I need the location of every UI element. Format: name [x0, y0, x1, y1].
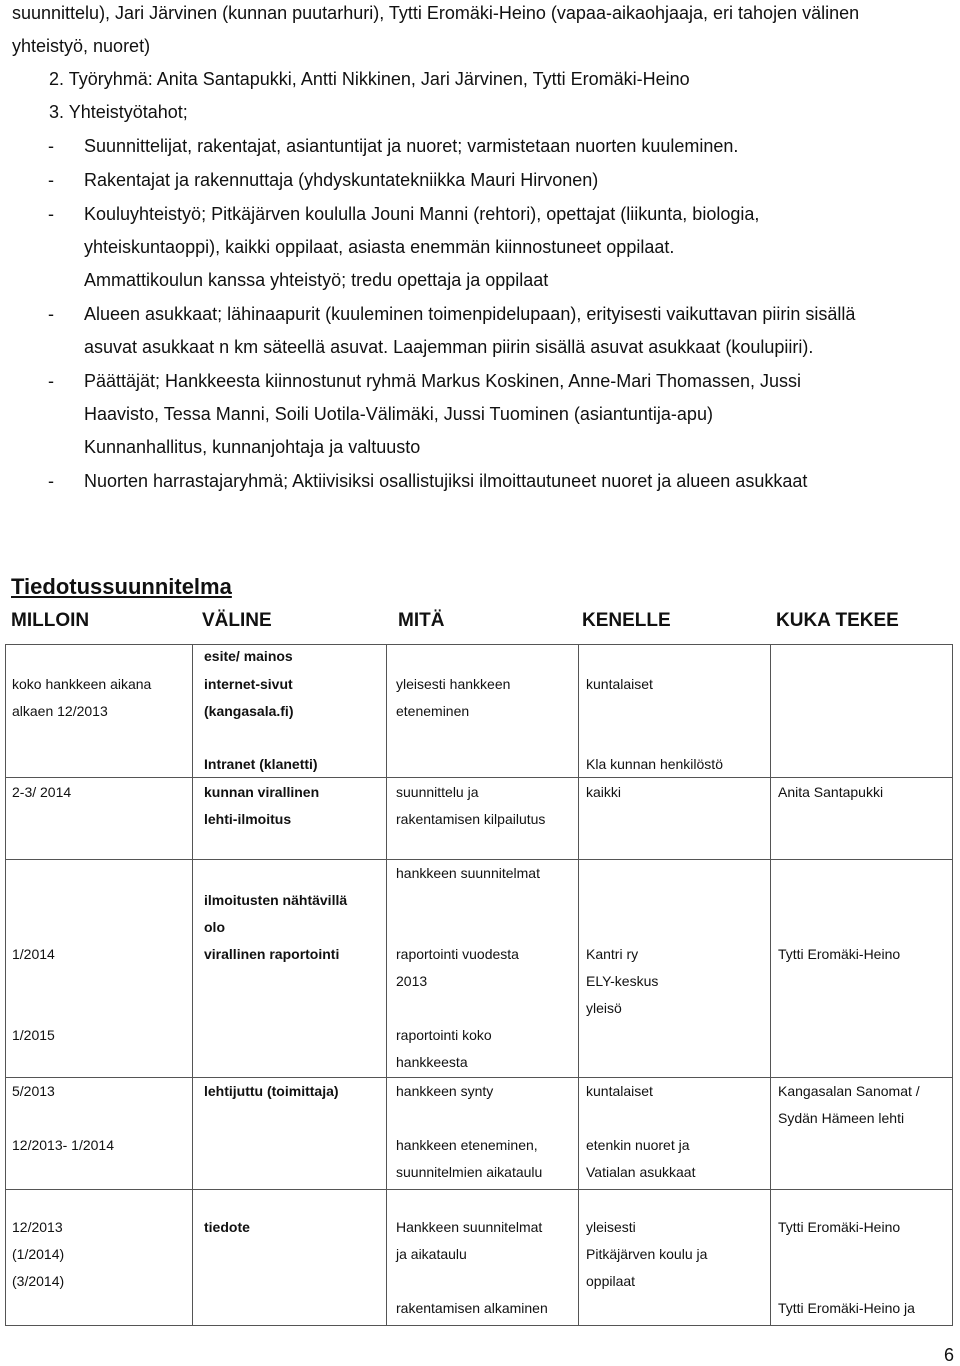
row-divider: [6, 1189, 952, 1190]
table-cell: Tytti Eromäki-Heino: [778, 946, 901, 962]
bullet-dash: -: [48, 371, 54, 391]
table-cell: oppilaat: [586, 1273, 636, 1289]
bullet-text: asuvat asukkaat n km säteellä asuvat. Laajemman piirin sisällä asuvat asukkaat (koulupiiri).: [84, 337, 814, 357]
table-cell: 1/2014: [12, 946, 55, 962]
table-cell: Pitkäjärven koulu ja: [586, 1246, 708, 1262]
table-cell: rakentamisen kilpailutus: [396, 811, 546, 827]
table-cell: yleisesti hankkeen: [396, 676, 511, 692]
communication-plan-table: [5, 644, 953, 1326]
column-header-kuka-tekee: KUKA TEKEE: [776, 610, 899, 631]
table-cell: Kantri ry: [586, 946, 639, 962]
table-cell: (1/2014): [12, 1246, 65, 1262]
text-line: yhteistyö, nuoret): [12, 36, 151, 56]
page-number: 6: [943, 1345, 954, 1365]
table-cell: ja aikataulu: [396, 1246, 467, 1262]
table-cell: suunnittelu ja: [396, 784, 479, 800]
bullet-dash: -: [48, 304, 54, 324]
table-cell: alkaen 12/2013: [12, 703, 108, 719]
table-cell: lehtijuttu (toimittaja): [204, 1083, 339, 1099]
table-cell: hankkeen synty: [396, 1083, 494, 1099]
table-cell: yleisö: [586, 1000, 622, 1016]
table-cell: kuntalaiset: [586, 1083, 653, 1099]
bullet-text: yhteiskuntaoppi), kaikki oppilaat, asiasta enemmän kiinnostuneet oppilaat.: [84, 237, 675, 257]
bullet-text: Haavisto, Tessa Manni, Soili Uotila-Välimäki, Jussi Tuominen (asiantuntija-apu): [84, 404, 713, 424]
table-cell: hankkeen suunnitelmat: [396, 865, 540, 881]
column-divider: [192, 645, 193, 1325]
table-cell: Kangasalan Sanomat /: [778, 1083, 920, 1099]
bullet-text: Kouluyhteistyö; Pitkäjärven koululla Jouni Manni (rehtori), opettajat (liikunta, biologia,: [84, 204, 760, 224]
bullet-dash: -: [48, 471, 54, 491]
table-cell: ilmoitusten nähtävillä: [204, 892, 348, 908]
table-cell: kaikki: [586, 784, 622, 800]
bullet-text: Nuorten harrastajaryhmä; Aktiivisiksi osallistujiksi ilmoittautuneet nuoret ja alueen asukkaat: [84, 471, 808, 491]
table-cell: yleisesti: [586, 1219, 636, 1235]
bullet-text: Päättäjät; Hankkeesta kiinnostunut ryhmä Markus Koskinen, Anne-Mari Thomassen, Jussi: [84, 371, 802, 391]
section-title: Tiedotussuunnitelma: [11, 574, 232, 599]
table-cell: 12/2013: [12, 1219, 63, 1235]
table-cell: koko hankkeen aikana: [12, 676, 152, 692]
table-cell: esite/ mainos: [204, 648, 293, 664]
table-cell: Intranet (klanetti): [204, 756, 318, 772]
row-divider: [6, 777, 952, 778]
column-divider: [578, 645, 579, 1325]
table-cell: virallinen raportointi: [204, 946, 340, 962]
table-cell: 1/2015: [12, 1027, 55, 1043]
bullet-dash: -: [48, 170, 54, 190]
column-header-valine: VÄLINE: [202, 610, 272, 631]
bullet-text: Rakentajat ja rakennuttaja (yhdyskuntatekniikka Mauri Hirvonen): [84, 170, 599, 190]
column-header-kenelle: KENELLE: [582, 610, 671, 631]
column-header-mita: MITÄ: [398, 610, 445, 631]
table-cell: 12/2013- 1/2014: [12, 1137, 114, 1153]
table-cell: hankkeen eteneminen,: [396, 1137, 538, 1153]
table-cell: 2-3/ 2014: [12, 784, 72, 800]
table-cell: lehti-ilmoitus: [204, 811, 292, 827]
table-cell: Hankkeen suunnitelmat: [396, 1219, 543, 1235]
bullet-text: Suunnittelijat, rakentajat, asiantuntijat ja nuoret; varmistetaan nuorten kuuleminen.: [84, 136, 739, 156]
table-cell: (3/2014): [12, 1273, 65, 1289]
table-cell: suunnitelmien aikataulu: [396, 1164, 543, 1180]
bullet-dash: -: [48, 136, 54, 156]
table-cell: Sydän Hämeen lehti: [778, 1110, 905, 1126]
table-cell: 5/2013: [12, 1083, 55, 1099]
column-divider: [770, 645, 771, 1325]
bullet-text: Alueen asukkaat; lähinaapurit (kuuleminen toimenpidelupaan), erityisesti vaikuttavan piirin sisällä: [84, 304, 856, 324]
numbered-item: 2. Työryhmä: Anita Santapukki, Antti Nikkinen, Jari Järvinen, Tytti Eromäki-Heino: [49, 69, 690, 89]
table-cell: Kla kunnan henkilöstö: [586, 756, 723, 772]
table-cell: Anita Santapukki: [778, 784, 884, 800]
table-cell: etenkin nuoret ja: [586, 1137, 690, 1153]
bullet-text: Kunnanhallitus, kunnanjohtaja ja valtuusto: [84, 437, 421, 457]
table-cell: raportointi vuodesta: [396, 946, 519, 962]
table-cell: Tytti Eromäki-Heino ja: [778, 1300, 915, 1316]
column-header-milloin: MILLOIN: [11, 610, 90, 631]
table-cell: rakentamisen alkaminen: [396, 1300, 548, 1316]
numbered-item: 3. Yhteistyötahot;: [49, 102, 188, 122]
table-cell: internet-sivut: [204, 676, 293, 692]
table-cell: olo: [204, 919, 225, 935]
table-cell: kuntalaiset: [586, 676, 653, 692]
table-cell: Tytti Eromäki-Heino: [778, 1219, 901, 1235]
table-cell: tiedote: [204, 1219, 250, 1235]
table-cell: kunnan virallinen: [204, 784, 320, 800]
column-divider: [386, 645, 387, 1325]
table-cell: eteneminen: [396, 703, 470, 719]
bullet-text: Ammattikoulun kanssa yhteistyö; tredu opettaja ja oppilaat: [84, 270, 549, 290]
table-cell: hankkeesta: [396, 1054, 468, 1070]
table-cell: raportointi koko: [396, 1027, 492, 1043]
table-cell: Vatialan asukkaat: [586, 1164, 696, 1180]
table-cell: (kangasala.fi): [204, 703, 294, 719]
table-cell: 2013: [396, 973, 428, 989]
text-line: suunnittelu), Jari Järvinen (kunnan puutarhuri), Tytti Eromäki-Heino (vapaa-aikaohjaaja, eri tahojen välinen: [12, 3, 860, 23]
bullet-dash: -: [48, 204, 54, 224]
table-cell: ELY-keskus: [586, 973, 659, 989]
